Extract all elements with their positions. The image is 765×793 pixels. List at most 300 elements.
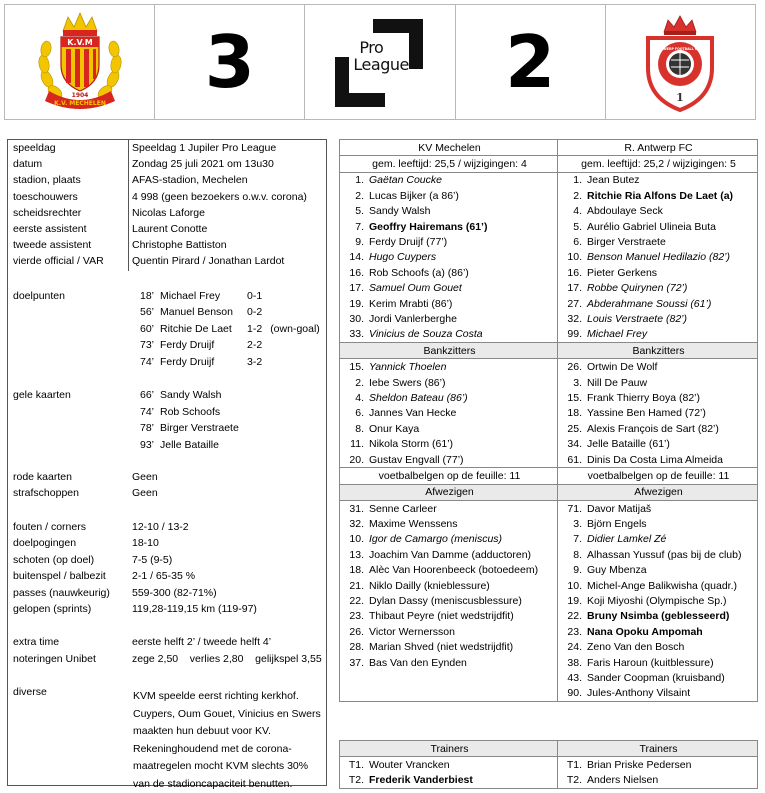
player-name: Benson Manuel Hedilazio (82’) xyxy=(587,251,730,264)
player-name: Igor de Camargo (meniscus) xyxy=(369,533,503,546)
absent-title-row-home: Afwezigen xyxy=(340,484,558,500)
info-row xyxy=(13,255,322,271)
info-label: scheidsrechter xyxy=(13,206,82,219)
info-value: Laurent Conotte xyxy=(132,223,208,235)
goal-scorer: Manuel Benson xyxy=(160,306,233,319)
player-name: Dinis Da Costa Lima Almeida xyxy=(587,453,723,466)
stat-row xyxy=(13,603,322,619)
player-row xyxy=(340,757,758,773)
trainers-title-row xyxy=(340,741,758,757)
player-name: Koji Miyoshi (Olympische Sp.) xyxy=(587,595,727,608)
player-cell xyxy=(558,452,758,468)
player-cell xyxy=(340,624,558,639)
player-cell xyxy=(558,188,758,203)
player-cell xyxy=(340,757,558,773)
shirt-number: 28. xyxy=(349,641,364,654)
player-cell xyxy=(558,406,758,421)
player-cell xyxy=(340,219,558,234)
player-name: Onur Kaya xyxy=(369,422,420,435)
penalties-value: Geen xyxy=(132,487,158,499)
player-name: Didier Lamkel Zé xyxy=(587,533,667,546)
shirt-number: 22. xyxy=(349,595,364,608)
player-name: Guy Mbenza xyxy=(587,564,647,577)
shirt-number: 18. xyxy=(349,564,364,577)
info-row xyxy=(13,158,322,174)
goal-minute: 73’ xyxy=(139,339,154,352)
away-logo-number: 1 xyxy=(676,91,685,104)
player-cell xyxy=(558,375,758,390)
player-cell xyxy=(558,359,758,375)
shirt-number: 32. xyxy=(349,518,364,531)
goal-row xyxy=(131,290,270,306)
shirt-number: 18. xyxy=(567,407,582,420)
player-cell xyxy=(558,655,758,670)
player-row xyxy=(340,655,758,670)
player-name: Joachim Van Damme (adductoren) xyxy=(369,548,532,561)
info-value: 4 998 (geen bezoekers o.w.v. corona) xyxy=(132,190,307,203)
stat-row xyxy=(13,537,322,553)
player-row xyxy=(340,359,758,375)
player-cell xyxy=(340,375,558,390)
player-name: Nill De Pauw xyxy=(587,376,648,389)
away-score: 2 xyxy=(505,20,556,104)
player-row xyxy=(340,311,758,326)
shirt-number: 24. xyxy=(567,641,582,654)
stat-value: 2-1 / 65-35 % xyxy=(132,570,196,583)
shirt-number: 10. xyxy=(349,533,364,546)
player-name: Jean Butez xyxy=(587,174,640,187)
player-name: Sheldon Bateau (86’) xyxy=(369,391,468,404)
shirt-number: 23. xyxy=(349,610,364,623)
player-cell xyxy=(558,421,758,436)
belgians-count-row-away: voetbalbelgen op de feuille: 11 xyxy=(558,468,758,484)
shirt-number: 19. xyxy=(567,595,582,608)
home-logo-year: 1904 xyxy=(71,92,88,99)
stat-value: 12-10 / 13-2 xyxy=(132,521,189,533)
odds-value: zege 2,50 verlies 2,80 gelijkspel 3,55 xyxy=(132,653,322,665)
goal-scorer: Ferdy Druijf xyxy=(160,339,215,352)
info-row xyxy=(13,142,322,158)
player-name: Louis Verstraete (82’) xyxy=(587,312,687,325)
bench-title-row-away: Bankzitters xyxy=(558,343,758,359)
absent-title-row-away: Afwezigen xyxy=(558,484,758,500)
player-name: Rob Schoofs (a) (86’) xyxy=(369,266,469,279)
stat-value: 18-10 xyxy=(132,537,159,550)
odds-label: noteringen Unibet xyxy=(13,653,96,665)
penalties-row xyxy=(13,487,322,503)
shirt-number: 4. xyxy=(355,391,364,404)
player-name: Frank Thierry Boya (82’) xyxy=(587,391,701,404)
stat-row xyxy=(13,554,322,570)
goal-minute: 60’ xyxy=(139,322,154,335)
extra-time-label: extra time xyxy=(13,636,60,648)
player-cell xyxy=(558,686,758,702)
shirt-number: T2. xyxy=(348,774,364,787)
stat-label: passes (nauwkeurig) xyxy=(13,586,110,599)
player-name: Ortwin De Wolf xyxy=(587,361,658,374)
player-row xyxy=(340,500,758,516)
shirt-number: 13. xyxy=(349,548,364,561)
goal-note xyxy=(262,356,270,368)
player-cell xyxy=(340,593,558,608)
player-name: Bas Van den Eynden xyxy=(369,656,467,669)
away-logo-cell xyxy=(606,5,755,119)
player-row xyxy=(340,578,758,593)
trainers-title-row-home: Trainers xyxy=(340,741,558,757)
yellow-card-minute: 78’ xyxy=(139,422,154,434)
player-cell xyxy=(340,359,558,375)
team-name-row-home: KV Mechelen xyxy=(340,140,558,156)
player-name: Alèc Van Hoorenbeeck (botoedeem) xyxy=(369,564,539,577)
player-row xyxy=(340,686,758,702)
goal-score: 2-2 xyxy=(247,339,263,352)
home-logo-ribbon: K.V. MECHELEN xyxy=(53,100,106,107)
player-cell xyxy=(558,547,758,562)
shirt-number: 8. xyxy=(355,422,364,435)
player-cell xyxy=(558,670,758,685)
player-cell xyxy=(340,655,558,670)
info-value: Zondag 25 juli 2021 om 13u30 xyxy=(132,158,274,171)
info-row xyxy=(13,223,322,239)
player-row xyxy=(340,188,758,203)
player-name: Jelle Bataille (61’) xyxy=(587,438,670,451)
yellow-card-player: Jelle Bataille xyxy=(160,438,219,451)
extra-time-value: eerste helft 2’ / tweede helft 4’ xyxy=(132,636,272,648)
shirt-number: 8. xyxy=(573,548,582,561)
player-row xyxy=(340,624,758,639)
player-name: Björn Engels xyxy=(587,518,647,531)
player-name: Senne Carleer xyxy=(369,502,437,515)
player-name: Yannick Thoelen xyxy=(369,361,447,374)
info-row xyxy=(13,191,322,207)
player-cell xyxy=(340,311,558,326)
red-cards-row xyxy=(13,471,322,487)
player-name: Faris Haroun (kuitblessure) xyxy=(587,656,714,669)
red-cards-label: rode kaarten xyxy=(13,471,72,483)
player-cell xyxy=(558,500,758,516)
player-row xyxy=(340,670,758,685)
player-name: Nikola Storm (61’) xyxy=(369,438,454,451)
stat-value: 119,28-119,15 km (119-97) xyxy=(132,603,257,615)
shirt-number: T1. xyxy=(566,759,582,772)
player-name: Bruny Nsimba (geblesseerd) xyxy=(587,610,730,623)
goal-note xyxy=(262,306,270,318)
yellow-cards-label: gele kaarten xyxy=(13,389,71,401)
goal-score: 3-2 xyxy=(247,355,263,368)
info-value: Nicolas Laforge xyxy=(132,206,205,219)
player-cell xyxy=(558,593,758,608)
player-name: Yassine Ben Hamed (72’) xyxy=(587,407,706,420)
player-row xyxy=(340,172,758,188)
player-name: Geoffry Hairemans (61’) xyxy=(369,220,488,233)
trainers-title-row-away: Trainers xyxy=(558,741,758,757)
player-cell xyxy=(340,640,558,655)
player-cell xyxy=(340,686,558,702)
player-name: Victor Wernersson xyxy=(369,625,455,638)
player-cell xyxy=(340,436,558,451)
team-age-row-home: gem. leeftijd: 25,5 / wijzigingen: 4 xyxy=(340,156,558,172)
player-row xyxy=(340,390,758,405)
player-cell xyxy=(340,296,558,311)
royal-antwerp-logo xyxy=(640,10,720,114)
player-cell xyxy=(340,327,558,343)
info-row xyxy=(13,239,322,255)
player-cell xyxy=(340,421,558,436)
yellow-card-row xyxy=(131,422,247,438)
player-name: Jules-Anthony Vilsaint xyxy=(587,687,691,700)
player-name: Birger Verstraete xyxy=(587,236,666,249)
belgians-count-row xyxy=(340,468,758,484)
home-logo-text: K.V.M xyxy=(66,38,93,47)
team-age-row xyxy=(340,156,758,172)
info-value: AFAS-stadion, Mechelen xyxy=(132,174,248,187)
player-row xyxy=(340,234,758,249)
player-row xyxy=(340,563,758,578)
goal-row xyxy=(131,306,270,322)
player-cell xyxy=(558,327,758,343)
match-info-panel xyxy=(7,139,327,790)
player-row xyxy=(340,281,758,296)
player-row xyxy=(340,204,758,219)
shirt-number: 7. xyxy=(573,533,582,546)
player-name: Sander Coopman (kruisband) xyxy=(587,671,725,684)
shirt-number: 15. xyxy=(567,391,582,404)
shirt-number: 5. xyxy=(355,205,364,218)
stat-row xyxy=(13,587,322,603)
player-name: Nana Opoku Ampomah xyxy=(587,625,703,638)
shirt-number: 38. xyxy=(567,656,582,669)
player-name: Maxime Wenssens xyxy=(369,518,458,531)
shirt-number: 26. xyxy=(349,625,364,638)
player-row xyxy=(340,375,758,390)
yellow-card-player: Rob Schoofs xyxy=(160,405,221,418)
yellow-card-player: Sandy Walsh xyxy=(160,389,222,401)
goal-note xyxy=(262,339,270,351)
player-row xyxy=(340,609,758,624)
shirt-number: 4. xyxy=(573,205,582,218)
home-score-cell xyxy=(155,5,305,119)
player-cell xyxy=(558,578,758,593)
bench-title-row xyxy=(340,343,758,359)
player-cell xyxy=(558,296,758,311)
shirt-number: 19. xyxy=(349,297,364,310)
player-name: Jordi Vanlerberghe xyxy=(369,312,457,325)
stat-label: schoten (op doel) xyxy=(13,553,95,566)
info-label: tweede assistent xyxy=(13,239,92,252)
shirt-number: 6. xyxy=(355,407,364,420)
player-name: Ferdy Druijf (77’) xyxy=(369,236,448,249)
player-cell xyxy=(340,204,558,219)
player-name: Thibaut Peyre (niet wedstrijdfit) xyxy=(369,610,514,623)
goal-scorer: Ferdy Druijf xyxy=(160,355,215,368)
info-value: Quentin Pirard / Jonathan Lardot xyxy=(132,255,285,268)
goal-minute: 56’ xyxy=(139,306,154,319)
player-name: Alexis François de Sart (82’) xyxy=(587,422,719,435)
shirt-number: 31. xyxy=(349,502,364,515)
goal-note: (own-goal) xyxy=(270,322,320,335)
player-name: Anders Nielsen xyxy=(587,774,659,787)
info-label: speeldag xyxy=(13,142,56,154)
player-cell xyxy=(340,516,558,531)
bench-title-row-home: Bankzitters xyxy=(340,343,558,359)
absent-title-row xyxy=(340,484,758,500)
match-header xyxy=(4,4,756,120)
team-age-row-away: gem. leeftijd: 25,2 / wijzigingen: 5 xyxy=(558,156,758,172)
yellow-card-row xyxy=(131,406,247,422)
player-row xyxy=(340,640,758,655)
info-value: Speeldag 1 Jupiler Pro League xyxy=(132,142,277,154)
player-name: Jannes Van Hecke xyxy=(369,407,457,420)
player-cell xyxy=(558,436,758,451)
shirt-number: T2. xyxy=(566,774,582,787)
player-cell xyxy=(558,640,758,655)
shirt-number: 34. xyxy=(567,438,582,451)
player-name: Aurélio Gabriel Ulineia Buta xyxy=(587,220,716,233)
player-name: Robbe Quirynen (72’) xyxy=(587,282,688,295)
player-name: Kerim Mrabti (86’) xyxy=(369,297,453,310)
info-label: stadion, plaats xyxy=(13,174,81,187)
player-name: Michael Frey xyxy=(587,328,648,341)
shirt-number: 16. xyxy=(567,266,582,279)
info-label: eerste assistent xyxy=(13,223,87,235)
player-cell xyxy=(558,773,758,789)
shirt-number: 6. xyxy=(573,236,582,249)
player-name: Pieter Gerkens xyxy=(587,266,658,279)
shirt-number: 9. xyxy=(355,236,364,249)
player-name: Dylan Dassy (meniscusblessure) xyxy=(369,595,522,608)
shirt-number: 21. xyxy=(349,579,364,592)
player-cell xyxy=(340,532,558,547)
player-row xyxy=(340,296,758,311)
player-cell xyxy=(340,547,558,562)
player-cell xyxy=(558,516,758,531)
player-row xyxy=(340,250,758,265)
player-name: Ritchie Ria Alfons De Laet (a) xyxy=(587,189,734,202)
goal-minute: 18’ xyxy=(139,290,154,302)
player-row xyxy=(340,532,758,547)
goal-score: 1-2 xyxy=(247,322,263,335)
shirt-number: 2. xyxy=(573,189,582,202)
stat-row xyxy=(13,521,322,537)
goal-row xyxy=(131,323,320,339)
player-cell xyxy=(558,311,758,326)
info-value: Christophe Battiston xyxy=(132,239,227,252)
shirt-number: 1. xyxy=(573,174,582,187)
shirt-number: 37. xyxy=(349,656,364,669)
shirt-number: 33. xyxy=(349,328,364,341)
player-name: Brian Priske Pedersen xyxy=(587,759,692,772)
goal-scorer: Ritchie De Laet xyxy=(160,322,232,335)
pro-league-wordmark: Pro League xyxy=(353,38,409,74)
player-name: Vinicius de Souza Costa xyxy=(369,328,483,341)
shirt-number: 14. xyxy=(349,251,364,264)
player-name: Niklo Dailly (knieblessure) xyxy=(369,579,490,592)
player-cell xyxy=(558,609,758,624)
player-cell xyxy=(558,204,758,219)
player-name: Iebe Swers (86’) xyxy=(369,376,446,389)
goal-score: 0-2 xyxy=(247,306,263,319)
player-cell xyxy=(558,172,758,188)
player-cell xyxy=(340,265,558,280)
player-row xyxy=(340,773,758,789)
home-logo-cell xyxy=(5,5,155,119)
player-name: Marian Shved (niet wedstrijdfit) xyxy=(369,641,514,654)
player-row xyxy=(340,265,758,280)
player-name: Sandy Walsh xyxy=(369,205,431,218)
player-cell xyxy=(340,188,558,203)
player-row xyxy=(340,593,758,608)
goal-minute: 74’ xyxy=(139,355,154,368)
yellow-card-row xyxy=(131,439,247,455)
shirt-number: 43. xyxy=(567,671,582,684)
shirt-number: 10. xyxy=(567,251,582,264)
player-cell xyxy=(340,172,558,188)
misc-label: diverse xyxy=(13,686,47,698)
stat-value: 559-300 (82-71%) xyxy=(132,586,217,599)
player-cell xyxy=(340,250,558,265)
player-row xyxy=(340,421,758,436)
misc-notes: KVM speelde eerst richting kerkhof. Cuypers, Oum Gouet, Vinicius en Swers maakten hun debuut voor KV. Rekeninghoudend met de corona-maatregelen mocht KVM slechts 30% van de stadioncapaciteit benutten. xyxy=(133,690,321,790)
team-name-row-away: R. Antwerp FC xyxy=(558,140,758,156)
player-cell xyxy=(340,578,558,593)
red-cards-value: Geen xyxy=(132,471,158,483)
shirt-number: 10. xyxy=(567,579,582,592)
player-cell xyxy=(558,281,758,296)
player-cell xyxy=(558,219,758,234)
player-name: Gustav Engvall (77’) xyxy=(369,453,464,466)
goal-scorer: Michael Frey xyxy=(160,290,221,302)
stat-label: buitenspel / balbezit xyxy=(13,570,106,583)
player-cell xyxy=(340,773,558,789)
player-cell xyxy=(558,234,758,249)
kv-mechelen-logo xyxy=(35,9,125,115)
yellow-card-player: Birger Verstraete xyxy=(160,422,239,434)
shirt-number: 15. xyxy=(349,361,364,374)
shirt-number: 30. xyxy=(349,312,364,325)
shirt-number: 9. xyxy=(573,564,582,577)
shirt-number: 3. xyxy=(573,376,582,389)
shirt-number: 22. xyxy=(567,610,582,623)
player-cell xyxy=(340,234,558,249)
player-cell xyxy=(558,624,758,639)
player-cell xyxy=(340,452,558,468)
lineup-table xyxy=(339,139,758,702)
shirt-number: 23. xyxy=(567,625,582,638)
shirt-number: 71. xyxy=(567,502,582,515)
player-cell xyxy=(558,757,758,773)
player-name: Samuel Oum Gouet xyxy=(369,282,462,295)
player-cell xyxy=(558,532,758,547)
shirt-number: 2. xyxy=(355,376,364,389)
player-cell xyxy=(340,609,558,624)
goal-row xyxy=(131,339,270,355)
player-cell xyxy=(340,670,558,685)
shirt-number: 61. xyxy=(567,453,582,466)
player-name: Davor Matijaš xyxy=(587,502,652,515)
player-cell xyxy=(558,250,758,265)
stat-value: 7-5 (9-5) xyxy=(132,553,173,566)
shirt-number: 5. xyxy=(573,220,582,233)
player-row xyxy=(340,452,758,468)
player-name: Michel-Ange Balikwisha (quadr.) xyxy=(587,579,737,592)
player-row xyxy=(340,436,758,451)
player-row xyxy=(340,547,758,562)
shirt-number: 1. xyxy=(355,174,364,187)
penalties-label: strafschoppen xyxy=(13,487,79,499)
team-name-row xyxy=(340,140,758,156)
league-logo-cell xyxy=(305,5,455,119)
shirt-number: 16. xyxy=(349,266,364,279)
